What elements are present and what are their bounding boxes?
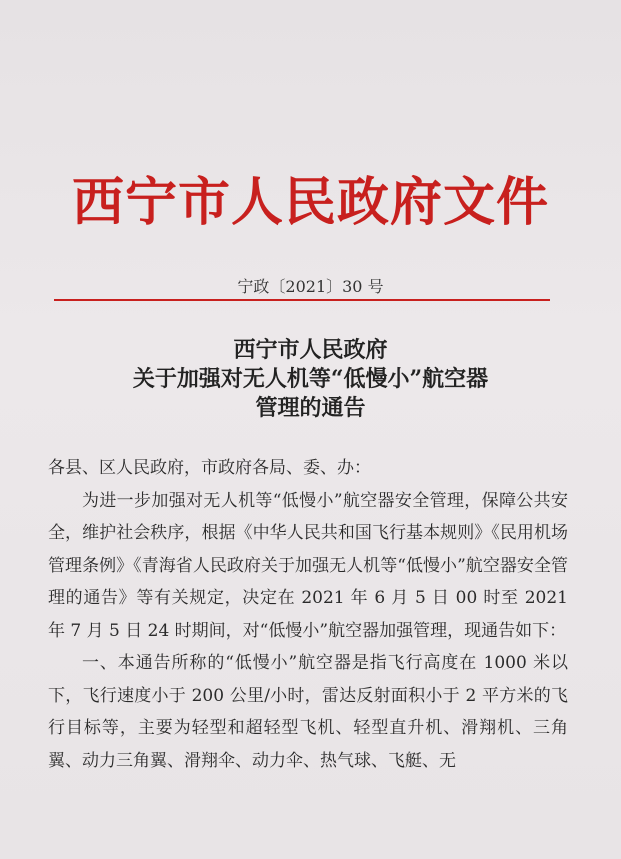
- notice-title-line-2: 关于加强对无人机等“低慢小”航空器: [132, 366, 489, 392]
- document-number: 宁政〔2021〕30 号: [237, 277, 384, 296]
- notice-title: [0, 336, 621, 423]
- document-header-title: 西宁市人民政府文件: [71, 172, 549, 233]
- notice-title-line-1: 西宁市人民政府: [233, 337, 388, 363]
- paragraph-intro: 为进一步加强对无人机等“低慢小”航空器安全管理，保障公共安全，维护社会秩序，根据《中华人民共和国飞行基本规则》《民用机场管理条例》《青海省人民政府关于加强无人机等“低慢小”航空器安全管理的通告》等有关规定，决定在 2021 年 6 月 5 日 00 时至 2021 年 7 月 5 日 24 时期间，对“低慢小”航空器加强管理，现通告如下：: [48, 490, 568, 641]
- paragraph-article-1: 一、本通告所称的“低慢小”航空器是指飞行高度在 1000 米以下，飞行速度小于 200 公里/小时，雷达反射面积小于 2 平方米的飞行目标等，主要为轻型和超轻型飞机、轻型直升机、滑翔机、三角翼、动力三角翼、滑翔伞、动力伞、热气球、飞艇、无: [48, 653, 568, 771]
- notice-title-line-3: 管理的通告: [255, 395, 366, 421]
- document-body: [48, 452, 568, 777]
- addressee-line: 各县、区人民政府，市政府各局、委、办：: [48, 458, 371, 478]
- red-divider-line: [54, 299, 550, 301]
